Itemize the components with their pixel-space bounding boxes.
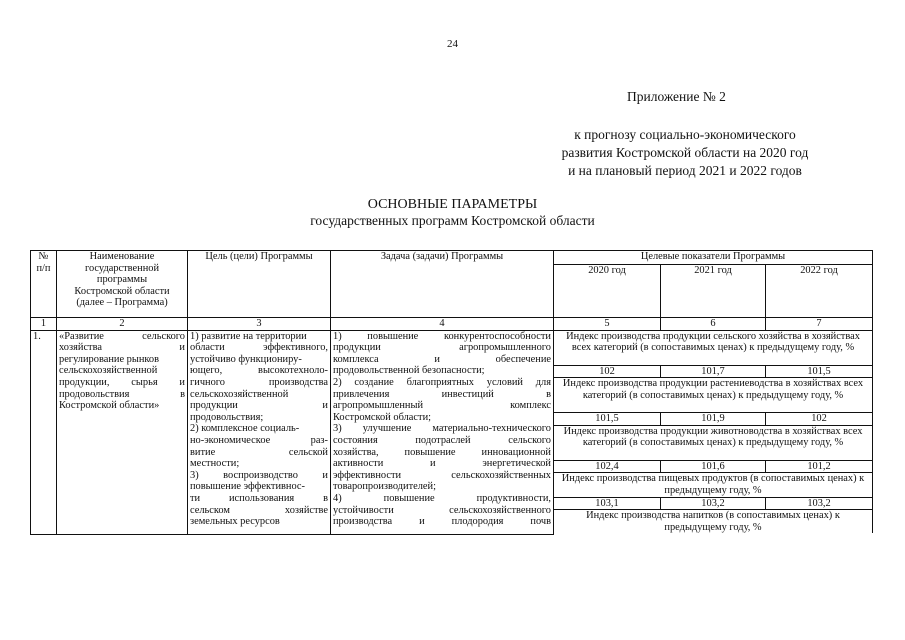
appendix-subtitle-line: и на плановый период 2021 и 2022 годов (568, 163, 802, 178)
task-line: состояния подотраслей сельского (333, 434, 551, 446)
goal-line: ти использования в (190, 492, 328, 504)
header-year-2021: 2021 год (661, 265, 766, 318)
indicator-value-2022: 103,2 (766, 497, 873, 510)
indicator-value-2021: 101,9 (661, 413, 766, 426)
page-number: 24 (447, 38, 458, 50)
column-number: 2 (57, 318, 188, 331)
goal-line: земельных ресурсов (190, 516, 280, 528)
header-text: № (38, 251, 49, 262)
task-line: хозяйства, повышение инновационной (333, 446, 551, 458)
task-line: комплекса и обеспечение (333, 353, 551, 365)
program-name-line: продовольствия в (59, 388, 185, 400)
appendix-subtitle (520, 126, 850, 180)
column-number: 7 (766, 318, 873, 331)
indicator-value-2020: 102,4 (554, 460, 661, 473)
column-number-row (31, 318, 873, 331)
task-line: активности и энергетической (333, 458, 551, 470)
header-text: п/п (36, 262, 51, 274)
goal-line: 3) воспроизводство и (190, 469, 328, 481)
column-number: 4 (331, 318, 554, 331)
goal-line: 1) развитие на территории (190, 330, 307, 342)
header-targets: Целевые показатели Программы (554, 251, 873, 265)
indicator-label: Индекс производства продукции сельского хозяйства в хозяйствах всех категорий (в сопоставимых ценах) к предыдущему году, % (554, 330, 873, 365)
column-number: 3 (188, 318, 331, 331)
program-name-line: «Развитие сельского (59, 330, 185, 342)
task-line: 3) улучшение материально-технического (333, 423, 551, 435)
header-name (57, 251, 188, 318)
indicator-value-2022: 101,5 (766, 365, 873, 378)
task-line: агропромышленный комплекс (333, 400, 551, 412)
program-name-line: регулирование рынков (59, 353, 160, 365)
header-text: Костромской области (74, 285, 170, 297)
program-name (57, 330, 188, 534)
goal-line: 2) комплексное социаль- (190, 423, 300, 435)
indicator-value-2021: 101,6 (661, 460, 766, 473)
document-title: ОСНОВНЫЕ ПАРАМЕТРЫ (367, 197, 538, 212)
goal-line: сельскохозяйственной (190, 388, 289, 400)
indicator-value-2022: 102 (766, 413, 873, 426)
programs-table (30, 250, 873, 535)
header-text: государственной (84, 262, 160, 274)
task-line: Костромской области; (333, 411, 432, 423)
program-name-line: продукции, сырья и (59, 376, 185, 388)
task-line: продовольственной безопасности; (333, 365, 485, 377)
goal-line: продукции и (190, 400, 328, 412)
indicator-label: Индекс производства пищевых продуктов (в сопоставимых ценах) к предыдущему году, % (554, 473, 873, 497)
goal-line: витие сельской (190, 446, 328, 458)
appendix-title: Приложение № 2 (627, 89, 726, 104)
header-text: Наименование (89, 251, 155, 262)
table-header-row (31, 251, 873, 265)
task-line: 2) создание благоприятных условий для (333, 376, 551, 388)
indicator-value-2021: 101,7 (661, 365, 766, 378)
task-line: производства и плодородия почв (333, 516, 551, 528)
goal-line: но-экономическое раз- (190, 434, 328, 446)
goal-line: местности; (190, 458, 240, 470)
program-number: 1. (31, 330, 57, 534)
task-line: эффективности сельскохозяйственных (333, 469, 551, 481)
header-num (31, 251, 57, 318)
task-line: товаропроизводителей; (333, 481, 436, 493)
appendix-subtitle-line: развития Костромской области на 2020 год (561, 145, 809, 160)
program-name-line: сельскохозяйственной (59, 365, 158, 377)
appendix-subtitle-line: к прогнозу социально-экономического (574, 127, 796, 142)
header-year-2020: 2020 год (554, 265, 661, 318)
document-subtitle: государственных программ Костромской области (310, 213, 595, 228)
header-goal: Цель (цели) Программы (188, 251, 331, 318)
header-text: (далее – Программа) (76, 297, 168, 309)
column-number: 1 (31, 318, 57, 331)
task-line: 4) повышение продуктивности, (333, 492, 551, 504)
indicator-spacer (554, 533, 873, 534)
program-name-line: Костромской области» (59, 400, 160, 412)
indicator-label: Индекс производства напитков (в сопоставимых ценах) к предыдущему году, % (554, 510, 873, 534)
goal-line: продовольствия; (190, 411, 264, 423)
header-year-2022: 2022 год (766, 265, 873, 318)
goal-line: области эффективного, (190, 342, 328, 354)
program-name-line: хозяйства и (59, 342, 185, 354)
header-task: Задача (задачи) Программы (331, 251, 554, 318)
goal-line: сельском хозяйстве (190, 504, 328, 516)
indicator-value-2022: 101,2 (766, 460, 873, 473)
task-line: устойчивости сельскохозяйственного (333, 504, 551, 516)
indicator-value-2020: 101,5 (554, 413, 661, 426)
indicator-value-2021: 103,2 (661, 497, 766, 510)
column-number: 6 (661, 318, 766, 331)
indicator-label: Индекс производства продукции животноводства в хозяйствах всех категорий (в сопоставимых ценах) к предыдущему году, % (554, 425, 873, 460)
column-number: 5 (554, 318, 661, 331)
indicator-value-2020: 103,1 (554, 497, 661, 510)
program-goals (188, 330, 331, 534)
indicator-label-row (31, 330, 873, 365)
goal-line: ющего, высокотехноло- (190, 365, 328, 377)
task-line: 1) повышение конкурентоспособности (333, 330, 551, 342)
indicator-label: Индекс производства продукции растениеводства в хозяйствах всех категорий (в сопоставимых ценах) к предыдущему году, % (554, 378, 873, 413)
header-text: программы (96, 274, 148, 286)
program-tasks (331, 330, 554, 534)
goal-line: устойчиво функциониру- (190, 353, 302, 365)
goal-line: гичного производства (190, 376, 328, 388)
task-line: привлечения инвестиций в (333, 388, 551, 400)
indicator-value-2020: 102 (554, 365, 661, 378)
goal-line: повышение эффективнос- (190, 481, 306, 493)
task-line: продукции агропромышленного (333, 342, 551, 354)
